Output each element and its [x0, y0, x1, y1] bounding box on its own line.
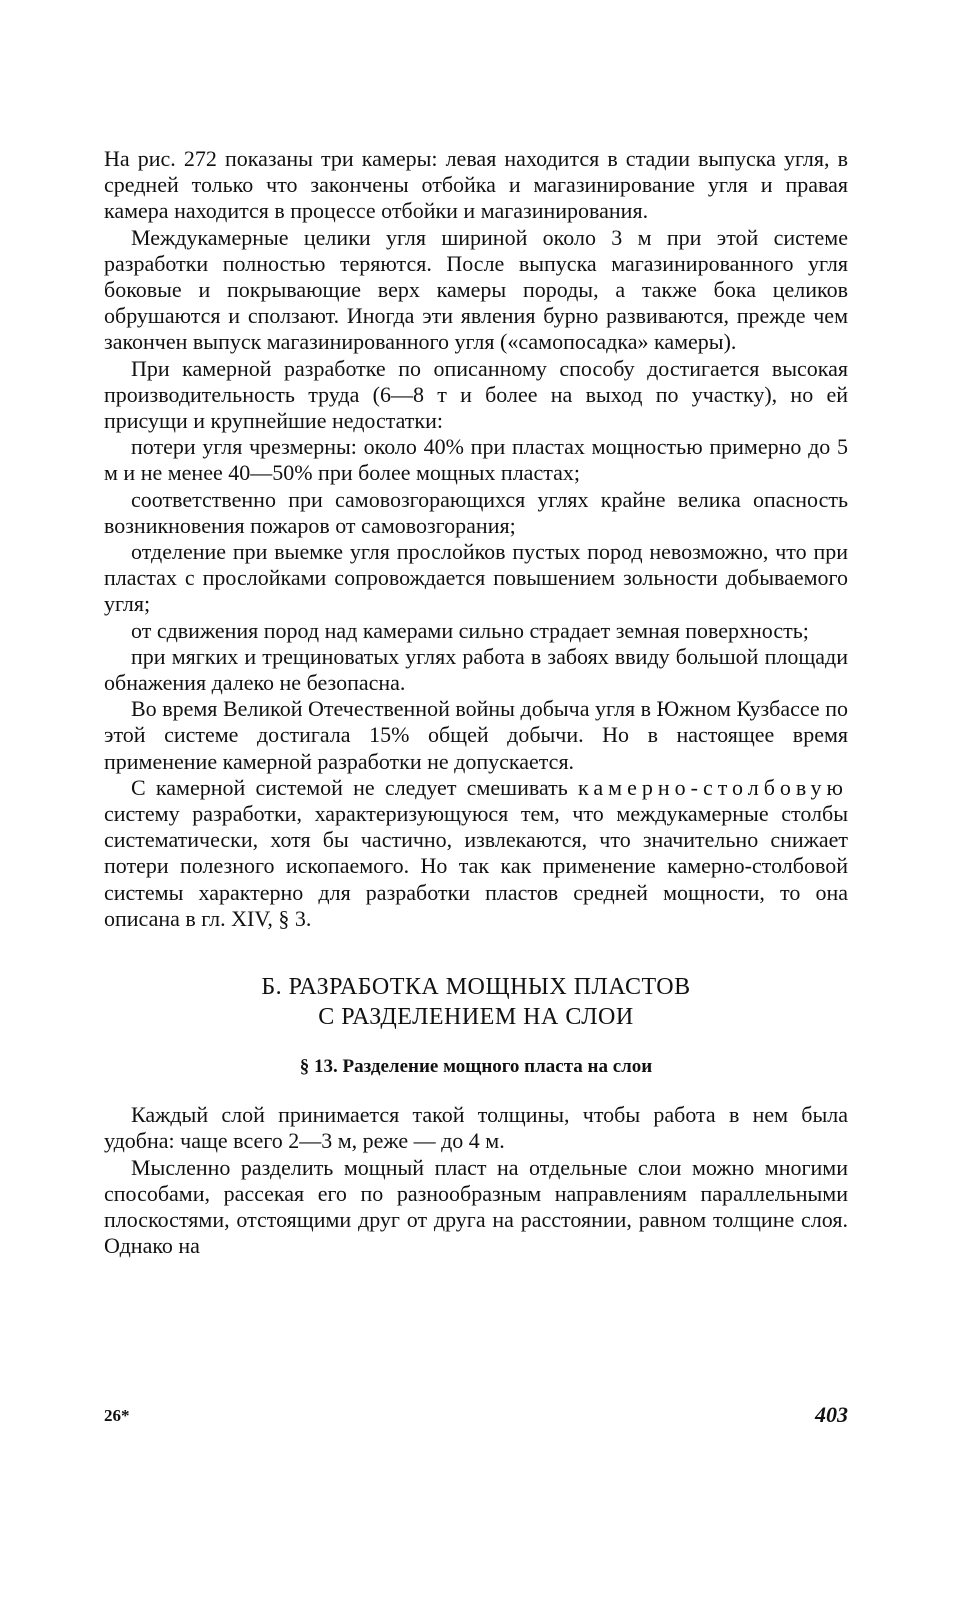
- paragraph-5: соответственно при самовозгорающихся углях крайне велика опасность возникновения пожаров от самовозгорания;: [104, 486, 848, 538]
- spaced-term: камерно-столбовую: [578, 774, 848, 800]
- page-content: [104, 146, 848, 1259]
- paragraph-11: Каждый слой принимается такой толщины, чтобы работа в нем была удобна: чаще всего 2—3 м, реже — до 4 м.: [104, 1102, 848, 1154]
- paragraph-8: при мягких и трещиноватых углях работа в забоях ввиду большой площади обнажения далеко не безопасна.: [104, 643, 848, 696]
- page-footer: [104, 1402, 848, 1432]
- paragraph-7: от сдвижения пород над камерами сильно страдает земная поверхность;: [131, 617, 809, 643]
- paragraph-2: Междукамерные целики угля шириной около 3 м при этой системе разработки полностью теряются. После выпуска магазинированного угля боковые и покрывающие верх камеры породы, а также бока целиков обрушаются и сползают. Иногда эти явления бурно развиваются, прежде чем закончен выпуск магазинированного угля («самопосадка» камеры).: [104, 224, 848, 355]
- body-text-bottom: [104, 1102, 848, 1259]
- paragraph-6: отделение при выемке угля прослойков пустых пород невозможно, что при пластах с прослойками сопровождается повышением зольности добываемого угля;: [104, 539, 848, 617]
- section-title-line-1: Б. РАЗРАБОТКА МОЩНЫХ ПЛАСТОВ: [261, 974, 691, 1001]
- section-title-line-2: С РАЗДЕЛЕНИЕМ НА СЛОИ: [318, 1004, 634, 1031]
- paragraph-3: При камерной разработке по описанному способу достигается высокая производительность труда (6—8 т и более на выход по участку), но ей присущи и крупнейшие недостатки:: [104, 355, 848, 434]
- paragraph-10-before: С камерной системой не следует смешивать: [131, 774, 579, 800]
- paragraph-10-after: систему разработки, характеризующуюся тем, что междукамерные столбы систематически, хотя бы частично, извлекаются, что значительно снижает потери полезного ископаемого. Но так как применение камерно-столбовой системы характерно для разработки пластов средней мощности, то она описана в гл. XIV, § 3.: [104, 801, 848, 931]
- subsection-title: § 13. Разделение мощного пласта на слои: [299, 1056, 653, 1078]
- paragraph-10: [104, 775, 848, 932]
- paragraph-9: Во время Великой Отечественной войны добыча угля в Южном Кузбассе по этой системе достигала 15% общей добычи. Но в настоящее время применение камерной разработки не допускается.: [104, 696, 848, 774]
- paragraph-4: потери угля чрезмерны: около 40% при пластах мощностью примерно до 5 м и не менее 40—50% при более мощных пластах;: [104, 434, 848, 486]
- body-text-top: [104, 146, 848, 932]
- section-title: [104, 972, 848, 1032]
- page-number: 403: [815, 1402, 848, 1427]
- paragraph-12: Мысленно разделить мощный пласт на отдельные слои можно многими способами, рассекая его по разнообразным направлениям параллельными плоскостями, отстоящими друг от друга на расстоянии, равном толщине слоя. Однако на: [104, 1154, 848, 1259]
- paragraph-1: На рис. 272 показаны три камеры: левая находится в стадии выпуска угля, в средней только что закончены отбойка и магазинирование угля и правая камера находится в процессе отбойки и магазинирования.: [104, 146, 848, 224]
- signature-mark: 26*: [104, 1406, 130, 1425]
